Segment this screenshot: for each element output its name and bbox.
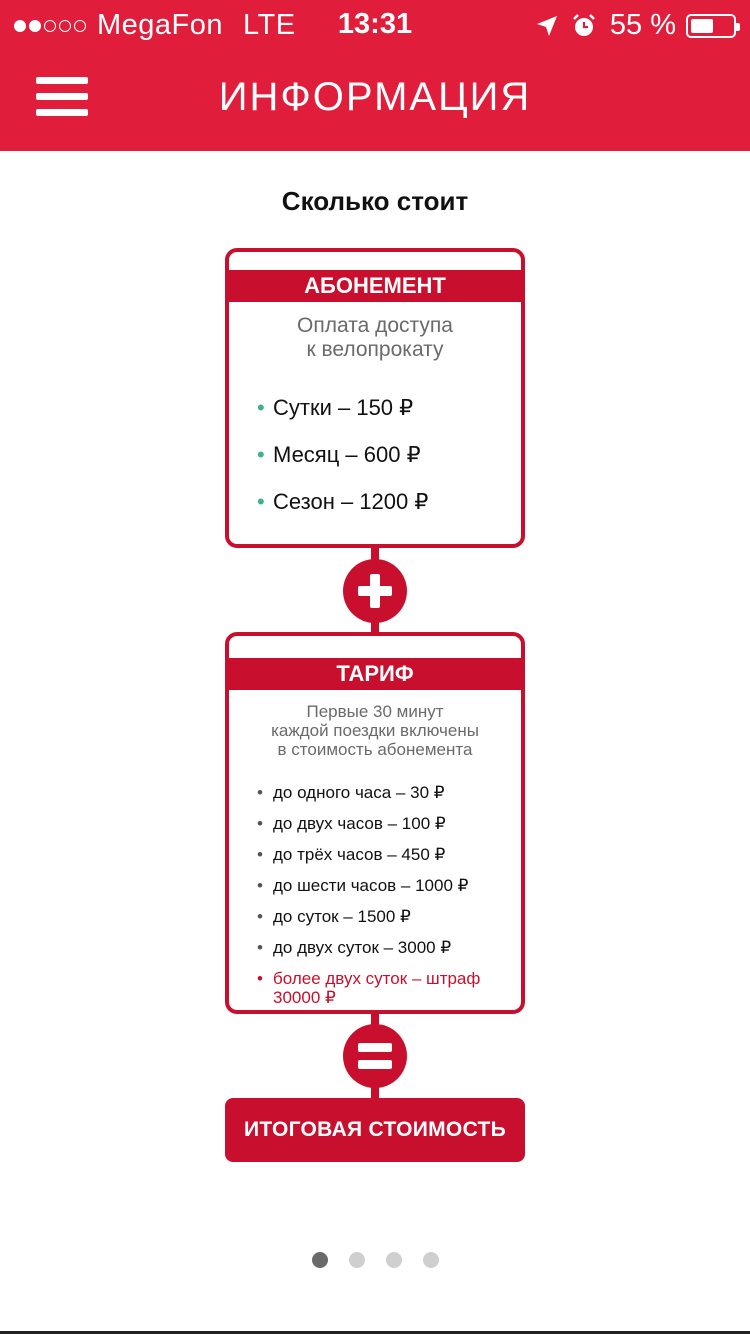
battery-icon — [686, 14, 736, 38]
alarm-icon — [572, 14, 596, 38]
equals-icon — [343, 1024, 407, 1088]
page-dot[interactable] — [312, 1252, 328, 1268]
list-item: • до трёх часов – 450 ₽ — [257, 845, 446, 864]
tariff-subtitle-line: Первые 30 минут — [306, 702, 444, 721]
list-item: • Месяц – 600 ₽ — [257, 442, 421, 467]
list-item: • Сутки – 150 ₽ — [257, 395, 414, 420]
list-item: • Сезон – 1200 ₽ — [257, 489, 429, 514]
list-item: • до суток – 1500 ₽ — [257, 907, 411, 926]
subscription-title: АБОНЕМЕНТ — [229, 270, 521, 302]
section-title: Сколько стоит — [281, 186, 469, 216]
network-type: LTE — [243, 9, 296, 41]
subscription-subtitle — [229, 314, 521, 362]
subscription-card — [225, 248, 525, 548]
penalty-item: • более двух суток – штраф 30000 ₽ — [257, 969, 481, 1007]
page-dot[interactable] — [423, 1252, 439, 1268]
status-time: 13:31 — [337, 8, 413, 40]
location-arrow-icon — [536, 15, 558, 37]
tariff-card — [225, 632, 525, 1014]
subscription-price-list — [257, 384, 521, 525]
tariff-subtitle-line: каждой поездки включены — [271, 721, 479, 740]
page-dot[interactable] — [349, 1252, 365, 1268]
battery-percent: 55 % — [609, 9, 676, 41]
tariff-price-list — [257, 777, 521, 1007]
tariff-subtitle-line: в стоимость абонемента — [277, 740, 473, 759]
top-bar — [0, 0, 750, 151]
subscription-subtitle-line: к велопрокату — [306, 338, 444, 361]
subscription-subtitle-line: Оплата доступа — [297, 314, 453, 337]
tariff-subtitle — [229, 702, 521, 759]
page-dot[interactable] — [386, 1252, 402, 1268]
plus-icon — [343, 559, 407, 623]
list-item: • до шести часов – 1000 ₽ — [257, 876, 469, 895]
carrier-name: MegaFon — [97, 9, 224, 41]
status-bar — [0, 0, 750, 50]
list-item: • до двух суток – 3000 ₽ — [257, 938, 452, 957]
page-title: ИНФОРМАЦИЯ — [218, 75, 532, 119]
list-item: • до одного часа – 30 ₽ — [257, 783, 445, 802]
tariff-title: ТАРИФ — [229, 658, 521, 690]
total-cost-label: ИТОГОВАЯ СТОИМОСТЬ — [225, 1098, 525, 1162]
page-indicator — [0, 1252, 750, 1268]
list-item: • до двух часов – 100 ₽ — [257, 814, 446, 833]
